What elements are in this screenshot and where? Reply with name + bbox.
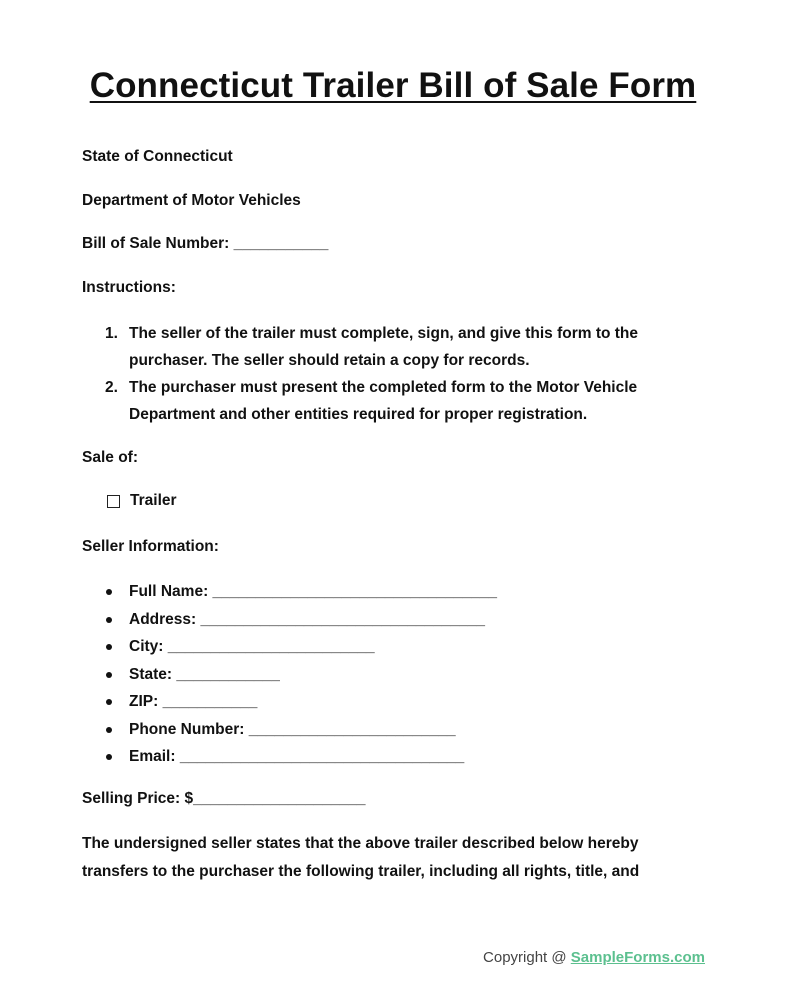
bullet-icon [106,589,112,595]
instruction-number: 1. [105,325,118,342]
bill-number-field: Bill of Sale Number: ___________ [82,235,329,252]
brand-link[interactable]: SampleForms.com [570,949,705,966]
list-item [82,606,497,634]
page-title: Connecticut Trailer Bill of Sale Form [89,66,697,105]
bullet-icon [106,727,112,733]
seller-phone-field: Phone Number: ________________________ [129,720,456,738]
list-item [82,578,497,606]
bullet-icon [106,672,112,678]
instruction-number: 2. [105,379,118,396]
list-item [82,688,497,716]
seller-full-name-field: Full Name: _________________________________ [129,583,498,600]
transfer-statement: The undersigned seller states that the above trailer described below hereby transfers to the purchaser the following trailer, including all rights, title, and [82,835,640,880]
seller-info-heading: Seller Information: [82,538,219,555]
sale-of-heading: Sale of: [82,449,138,466]
instructions-heading: Instructions: [82,279,176,296]
bullet-icon [106,699,112,705]
seller-fields-list [82,578,497,771]
state-label: State of Connecticut [82,148,233,165]
trailer-option-label: Trailer [130,492,177,509]
seller-email-field: Email: _________________________________ [129,748,465,765]
instruction-text: The seller of the trailer must complete, sign, and give this form to the purchaser. The seller should retain a copy for records. [129,325,639,369]
footer-copyright [483,949,705,966]
selling-price-field: Selling Price: $____________________ [82,790,366,807]
seller-address-field: Address: _________________________________ [129,610,485,628]
bullet-icon [106,617,112,623]
list-item [82,716,497,744]
copyright-prefix: Copyright @ [483,949,571,966]
bullet-icon [106,754,112,760]
instructions-list [82,320,682,428]
trailer-option[interactable] [107,492,177,510]
instruction-item [82,374,682,428]
seller-city-field: City: ________________________ [129,638,375,655]
checkbox-icon[interactable] [107,495,120,508]
list-item [82,633,497,661]
department-label: Department of Motor Vehicles [82,192,301,209]
list-item [82,661,497,689]
list-item [82,743,497,771]
seller-zip-field: ZIP: ___________ [129,693,258,710]
bullet-icon [106,644,112,650]
instruction-text: The purchaser must present the completed form to the Motor Vehicle Department and other entities required for proper registration. [129,379,638,423]
seller-state-field: State: ____________ [129,665,280,683]
instruction-item [82,320,682,374]
